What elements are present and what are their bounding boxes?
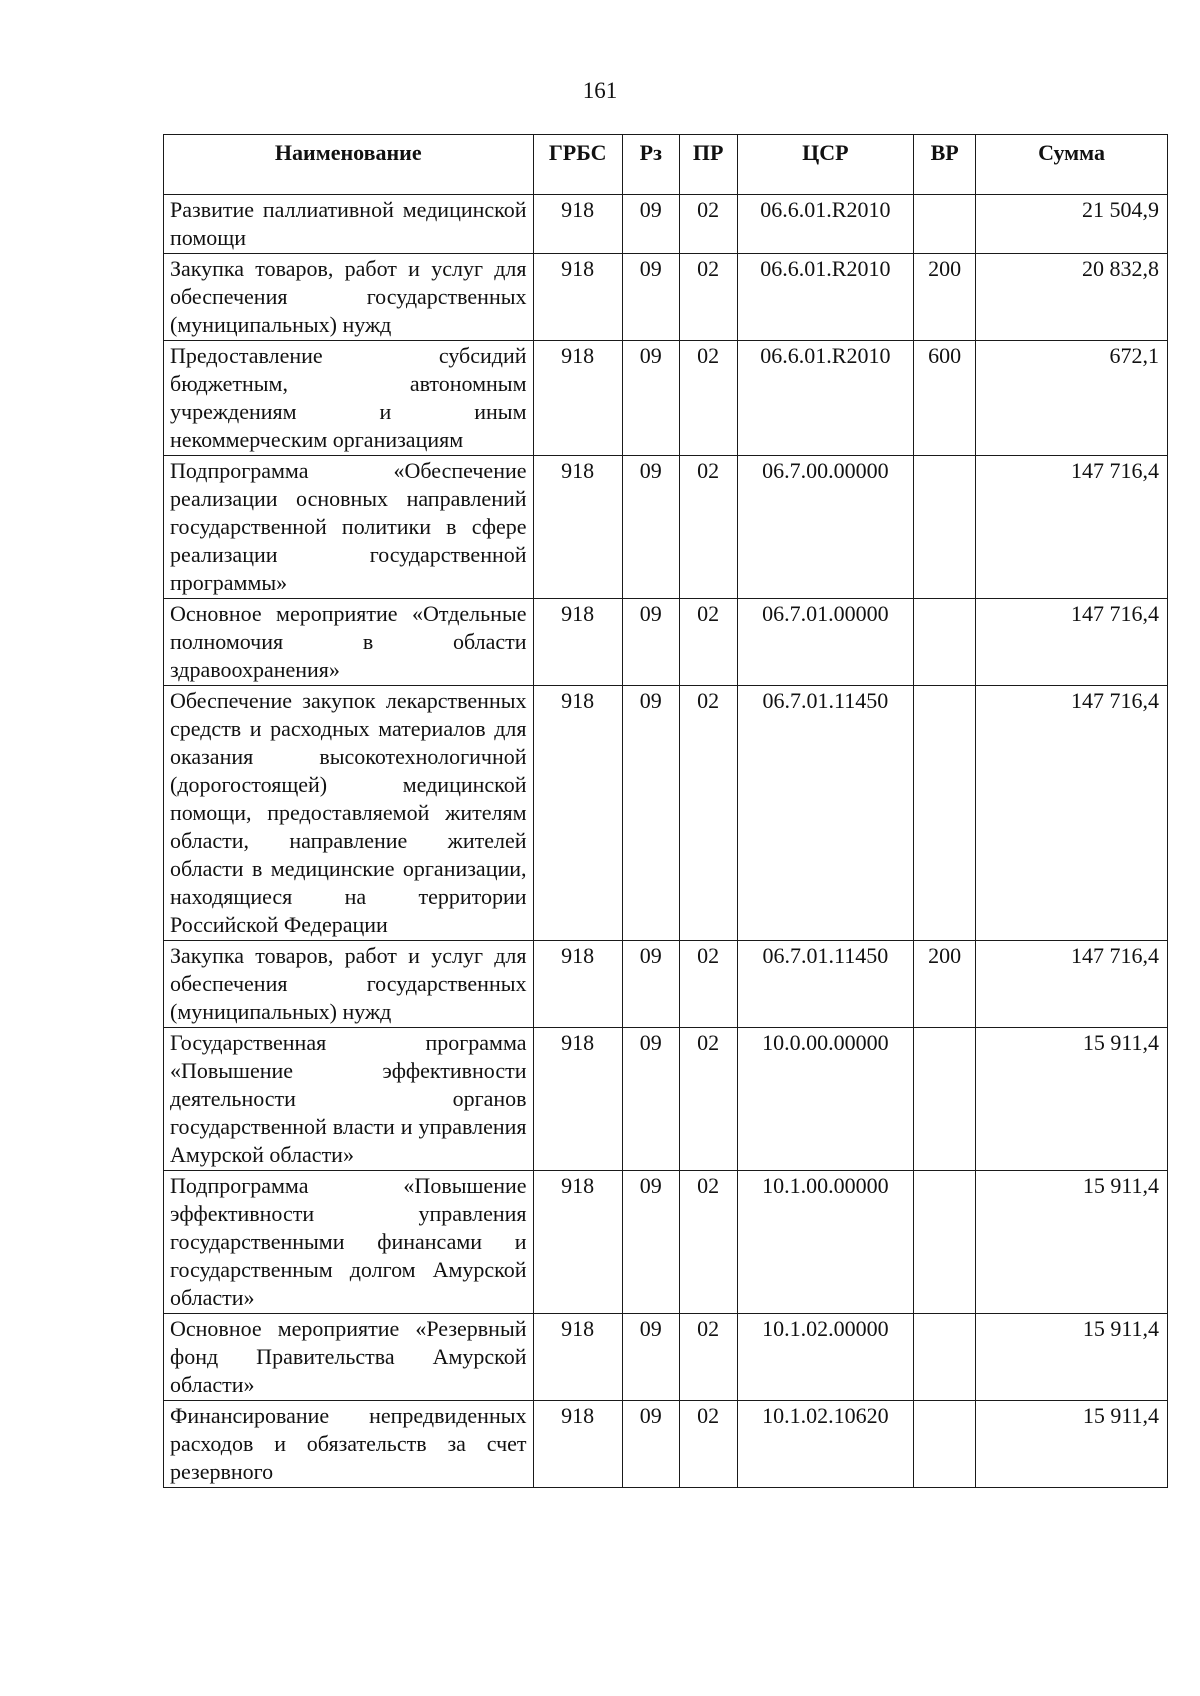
table-row (164, 1171, 1168, 1314)
table-row (164, 195, 1168, 254)
cell-rz: 09 (622, 1401, 679, 1488)
table-row (164, 1314, 1168, 1401)
cell-csr: 10.1.02.00000 (737, 1314, 914, 1401)
cell-name: Подпрограмма «Повышение эффективности управления государственными финансами и государственным долгом Амурской области» (164, 1171, 534, 1314)
cell-vr (914, 1401, 976, 1488)
table-row (164, 686, 1168, 941)
cell-csr: 10.1.00.00000 (737, 1171, 914, 1314)
cell-rz: 09 (622, 1028, 679, 1171)
cell-rz: 09 (622, 599, 679, 686)
page-number: 161 (582, 78, 618, 103)
cell-name: Подпрограмма «Обеспечение реализации основных направлений государственной политики в сфере реализации государственной программы» (164, 456, 534, 599)
cell-sum: 147 716,4 (976, 599, 1168, 686)
cell-vr (914, 195, 976, 254)
cell-rz: 09 (622, 254, 679, 341)
cell-pr: 02 (679, 456, 737, 599)
header-csr: ЦСР (737, 135, 914, 195)
cell-csr: 06.7.00.00000 (737, 456, 914, 599)
header-pr: ПР (679, 135, 737, 195)
cell-grbs: 918 (533, 599, 622, 686)
header-sum: Сумма (976, 135, 1168, 195)
table-row (164, 1028, 1168, 1171)
cell-rz: 09 (622, 1171, 679, 1314)
table-row (164, 254, 1168, 341)
cell-pr: 02 (679, 1401, 737, 1488)
cell-pr: 02 (679, 1171, 737, 1314)
cell-vr (914, 1028, 976, 1171)
table-row (164, 941, 1168, 1028)
cell-pr: 02 (679, 195, 737, 254)
cell-grbs: 918 (533, 1028, 622, 1171)
cell-grbs: 918 (533, 195, 622, 254)
cell-grbs: 918 (533, 456, 622, 599)
cell-sum: 147 716,4 (976, 456, 1168, 599)
cell-csr: 06.6.01.R2010 (737, 254, 914, 341)
cell-name: Государственная программа «Повышение эффективности деятельности органов государственной власти и управления Амурской области» (164, 1028, 534, 1171)
cell-pr: 02 (679, 941, 737, 1028)
cell-rz: 09 (622, 686, 679, 941)
cell-grbs: 918 (533, 254, 622, 341)
table-row (164, 599, 1168, 686)
cell-sum: 15 911,4 (976, 1028, 1168, 1171)
cell-csr: 06.7.01.11450 (737, 941, 914, 1028)
cell-csr: 10.0.00.00000 (737, 1028, 914, 1171)
cell-csr: 06.7.01.11450 (737, 686, 914, 941)
cell-name: Основное мероприятие «Резервный фонд Правительства Амурской области» (164, 1314, 534, 1401)
cell-name: Обеспечение закупок лекарственных средств и расходных материалов для оказания высокотехнологичной (дорогостоящей) медицинской помощи, предоставляемой жителям области, направление жителей области в медицинские организации, находящиеся на территории Российской Федерации (164, 686, 534, 941)
cell-vr (914, 686, 976, 941)
cell-pr: 02 (679, 341, 737, 456)
cell-pr: 02 (679, 1028, 737, 1171)
cell-name: Финансирование непредвиденных расходов и обязательств за счет резервного (164, 1401, 534, 1488)
header-vr: ВР (914, 135, 976, 195)
cell-pr: 02 (679, 686, 737, 941)
cell-rz: 09 (622, 456, 679, 599)
cell-sum: 672,1 (976, 341, 1168, 456)
cell-rz: 09 (622, 195, 679, 254)
cell-vr (914, 1314, 976, 1401)
cell-name: Закупка товаров, работ и услуг для обеспечения государственных (муниципальных) нужд (164, 941, 534, 1028)
cell-sum: 147 716,4 (976, 941, 1168, 1028)
cell-grbs: 918 (533, 1401, 622, 1488)
cell-sum: 20 832,8 (976, 254, 1168, 341)
cell-vr (914, 456, 976, 599)
cell-rz: 09 (622, 341, 679, 456)
cell-csr: 06.6.01.R2010 (737, 195, 914, 254)
table-body (164, 195, 1168, 1488)
cell-sum: 15 911,4 (976, 1401, 1168, 1488)
cell-csr: 06.7.01.00000 (737, 599, 914, 686)
header-row (164, 135, 1168, 195)
budget-table (163, 134, 1168, 1488)
cell-vr (914, 599, 976, 686)
table-header (164, 135, 1168, 195)
cell-pr: 02 (679, 1314, 737, 1401)
cell-sum: 147 716,4 (976, 686, 1168, 941)
cell-name: Предоставление субсидий бюджетным, автономным учреждениям и иным некоммерческим организациям (164, 341, 534, 456)
cell-grbs: 918 (533, 1171, 622, 1314)
table-row (164, 341, 1168, 456)
cell-vr: 200 (914, 941, 976, 1028)
cell-grbs: 918 (533, 341, 622, 456)
cell-grbs: 918 (533, 1314, 622, 1401)
cell-vr: 200 (914, 254, 976, 341)
cell-csr: 06.6.01.R2010 (737, 341, 914, 456)
cell-rz: 09 (622, 941, 679, 1028)
cell-vr (914, 1171, 976, 1314)
header-name: Наименование (164, 135, 534, 195)
cell-pr: 02 (679, 254, 737, 341)
cell-csr: 10.1.02.10620 (737, 1401, 914, 1488)
cell-grbs: 918 (533, 686, 622, 941)
cell-rz: 09 (622, 1314, 679, 1401)
table-row (164, 456, 1168, 599)
cell-vr: 600 (914, 341, 976, 456)
cell-sum: 15 911,4 (976, 1171, 1168, 1314)
cell-name: Развитие паллиативной медицинской помощи (164, 195, 534, 254)
header-grbs: ГРБС (533, 135, 622, 195)
cell-sum: 15 911,4 (976, 1314, 1168, 1401)
cell-grbs: 918 (533, 941, 622, 1028)
cell-pr: 02 (679, 599, 737, 686)
table-row (164, 1401, 1168, 1488)
cell-sum: 21 504,9 (976, 195, 1168, 254)
header-rz: Рз (622, 135, 679, 195)
cell-name: Закупка товаров, работ и услуг для обеспечения государственных (муниципальных) нужд (164, 254, 534, 341)
cell-name: Основное мероприятие «Отдельные полномочия в области здравоохранения» (164, 599, 534, 686)
